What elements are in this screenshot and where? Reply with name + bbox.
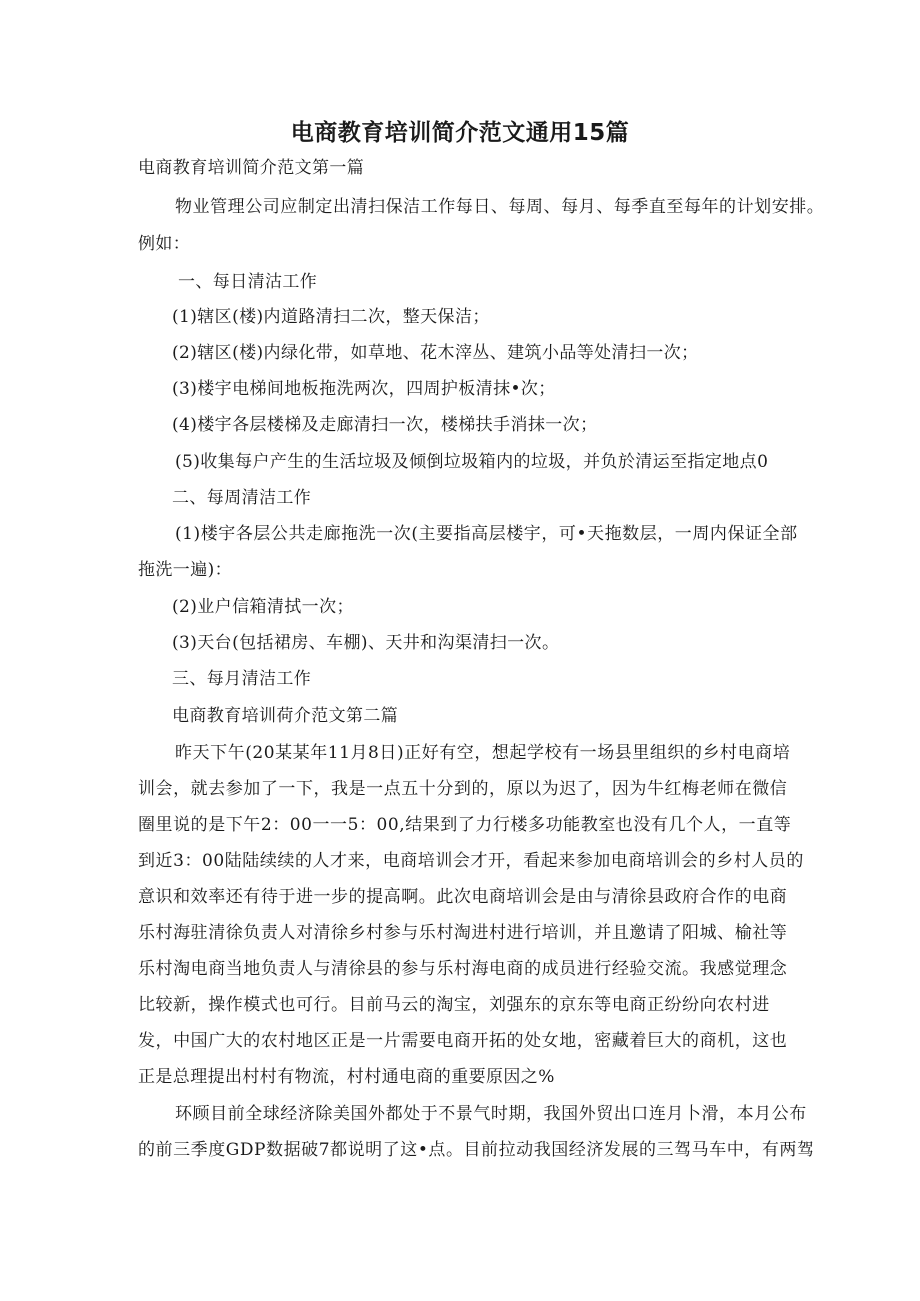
list-item: (5)收集每户产生的生活垃圾及倾倒垃圾箱内的垃圾，并负於清运至指定地点0 (175, 452, 769, 472)
list-item-continuation: 拖洗一遍)： (138, 560, 233, 580)
monthly-heading: 三、每月清洁工作 (172, 669, 312, 689)
paragraph-line: 比较新，操作模式也可行。目前马云的淘宝，刘强东的京东等电商正纷纷向农村进 (138, 995, 770, 1015)
paragraph-line: 圈里说的是下午2：00一一5：00,结果到了力行楼多功能教室也没有几个人，一直等 (138, 815, 792, 835)
paragraph-line: 乐村淘电商当地负责人与清徐县的参与乐村海电商的成员进行经验交流。我感觉理念 (138, 959, 788, 979)
paragraph-line: 正是总理提出村村有物流，村村通电商的重要原因之% (138, 1067, 555, 1087)
paragraph-line: 乐村海驻清徐负责人对清徐乡村参与乐村淘进村进行培训，并且邀请了阳城、榆社等 (138, 923, 788, 943)
paragraph-line: 发，中国广大的农村地区正是一片需要电商开拓的处女地，密藏着巨大的商机，这也 (138, 1031, 788, 1051)
paragraph-line: 物业管理公司应制定出清扫保洁工作每日、每周、每月、每季直至每年的计划安排。 (175, 197, 825, 217)
paragraph-line: 意识和效率还有待于进一步的提高啊。此次电商培训会是由与清徐县政府合作的电商 (138, 887, 788, 907)
paragraph-line: 到近3：00陆陆续续的人才来，电商培训会才开，看起来参加电商培训会的乡村人员的 (138, 851, 804, 871)
list-item: (3)天台(包括裙房、车棚)、天井和沟渠清扫一次。 (172, 633, 560, 653)
list-item: (3)楼宇电梯间地板拖洗两次，四周护板清抹•次； (172, 379, 556, 399)
paragraph-line: 昨天下午(20某某年11月8日)正好有空，想起学校有一场县里组织的乡村电商培 (175, 743, 791, 763)
daily-heading: 一、每日清沽工作 (178, 272, 318, 292)
paragraph-line: 的前三季度GDP数据破7都说明了这•点。目前拉动我国经济发展的三驾马车中，有两驾 (138, 1140, 815, 1160)
paragraph-line: 例如： (138, 234, 191, 254)
list-item: (1)辖区(楼)内道路清扫二次，整天保洁； (172, 307, 490, 327)
document-title: 电商教育培训简介范文通用15篇 (290, 120, 630, 146)
paragraph-line: 环顾目前全球经济除美国外都处于不景气时期，我国外贸出口连月卜滑，本月公布 (175, 1104, 807, 1124)
list-item: (2)业户信箱清拭一次； (172, 597, 354, 617)
section1-heading: 电商教育培训简介范文第一篇 (138, 158, 365, 178)
section2-heading: 电商教育培训荷介范文第二篇 (172, 706, 399, 726)
weekly-heading: 二、每周清洁工作 (172, 488, 312, 508)
list-item: (1)楼宇各层公共走廊拖洗一次(主要指高层楼宇，可•天拖数层，一周内保证全部 (175, 524, 798, 544)
list-item: (4)楼宇各层楼梯及走廊清扫一次，楼梯扶手消抹一次； (172, 415, 598, 435)
list-item: (2)辖区(楼)内绿化带，如草地、花木滓丛、建筑小品等处清扫一次； (172, 343, 699, 363)
paragraph-line: 训会，就去参加了一下，我是一点五十分到的，原以为迟了，因为牛红梅老师在微信 (138, 779, 788, 799)
